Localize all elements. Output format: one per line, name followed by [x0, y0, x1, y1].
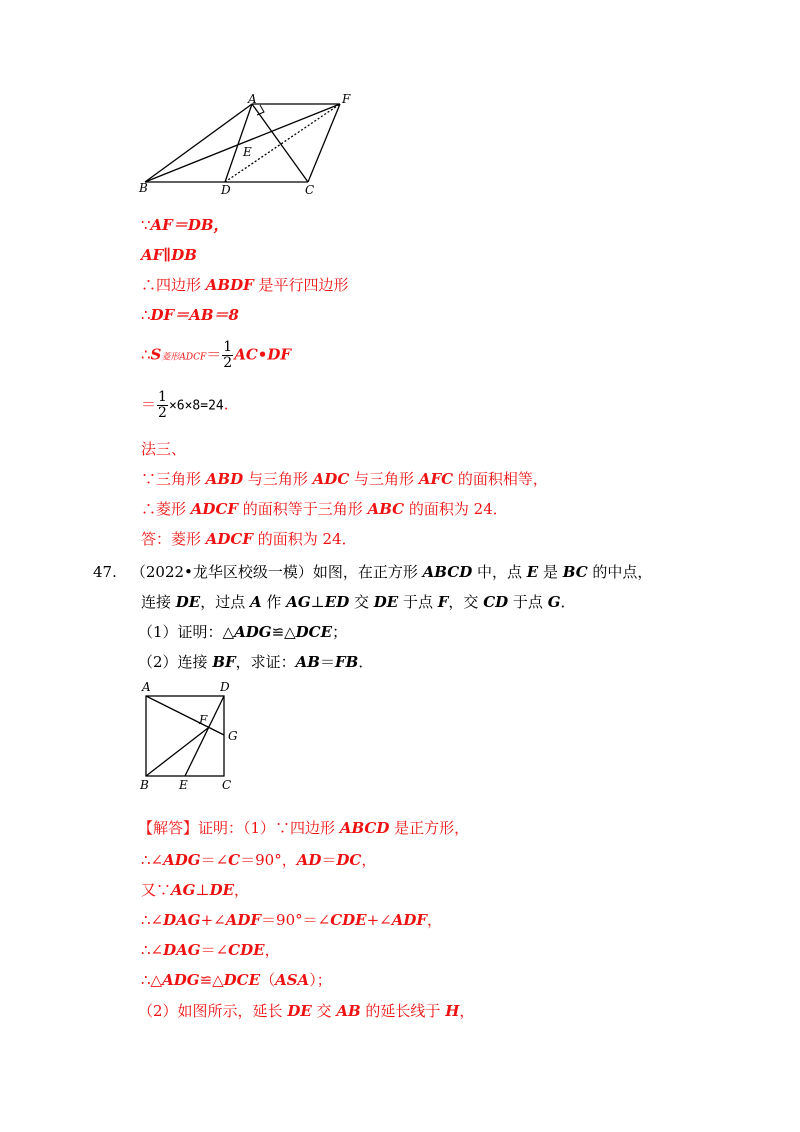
answer-line: 【解答】证明：（1）∵四边形 ABCD 是正方形， — [138, 819, 470, 837]
answer-line: ∴△ADG≌△DCE（ASA）； — [141, 971, 332, 989]
segment-ag — [146, 696, 224, 735]
problem-47-question-1: （1）证明：△ADG≌△DCE； — [138, 623, 348, 641]
label-d: D — [221, 183, 231, 197]
solution-line-area-value: ＝ $\frac{1}{2}$ ×6×8=24. — [141, 389, 229, 421]
segment-ad — [225, 104, 252, 182]
answer-line: 又∵AG⊥DE， — [141, 881, 250, 899]
solution-line: ∴四边形 ABDF 是平行四边形 — [141, 276, 349, 294]
answer-line: ∴∠DAG+∠ADF＝90°＝∠CDE+∠ADF， — [141, 911, 443, 929]
answer-heading: 【解答】 — [138, 819, 199, 837]
segment-ab — [145, 104, 252, 182]
segment-ac — [252, 104, 308, 182]
segment-fc — [308, 104, 340, 182]
answer-line: （2）如图所示，延长 DE 交 AB 的延长线于 H， — [138, 1002, 475, 1020]
solution-line: AF∥DB — [141, 246, 197, 264]
problem-47-line2: 连接 DE，过点 A 作 AG⊥ED 交 DE 于点 F，交 CD 于点 G． — [141, 593, 576, 611]
label-c: C — [222, 778, 232, 792]
answer-line: ∴∠ADG＝∠C＝90°，AD＝DC， — [141, 851, 377, 869]
geometry-figure-rhombus — [130, 92, 365, 197]
solution-line: ∵三角形 ABD 与三角形 ADC 与三角形 AFC 的面积相等， — [141, 470, 548, 488]
fraction-half: $\frac{1}{2}$ — [158, 389, 167, 421]
segment-de — [185, 696, 224, 776]
label-b: B — [140, 778, 149, 792]
label-b: B — [139, 181, 148, 195]
label-e: E — [179, 778, 188, 792]
solution-line: ∴DF＝AB＝8 — [141, 306, 239, 324]
answer-line: ∴∠DAG＝∠CDE， — [141, 941, 280, 959]
label-f: F — [342, 92, 351, 106]
label-d: D — [220, 680, 230, 694]
problem-number: 47. — [93, 563, 117, 581]
solution-line: ∵AF＝DB， — [141, 216, 229, 234]
problem-47-question-2: （2）连接 BF，求证：AB＝FB． — [138, 653, 374, 671]
fraction-half: $\frac{1}{2}$ — [223, 339, 233, 371]
solution-line-area-formula: ∴S菱形ADCF＝ $\frac{1}{2}$ AC•DF — [141, 339, 292, 371]
label-c: C — [305, 183, 315, 197]
problem-47-line1: 47. （2022•龙华区校级一模）如图，在正方形 ABCD 中，点 E 是 BC 的中点， — [93, 563, 653, 581]
solution-line: ∴菱形 ADCF 的面积等于三角形 ABC 的面积为 24． — [141, 500, 508, 518]
solution-line: 法三、 — [141, 440, 187, 458]
label-g: G — [228, 729, 238, 743]
segment-bf — [146, 728, 208, 776]
label-e: E — [243, 145, 252, 159]
label-f: F — [199, 713, 208, 727]
solution-line: 答：菱形 ADCF 的面积为 24． — [141, 530, 357, 548]
square-abcd — [146, 696, 224, 776]
geometry-figure-square — [132, 678, 247, 793]
label-a: A — [142, 680, 151, 694]
label-a: A — [248, 92, 257, 106]
